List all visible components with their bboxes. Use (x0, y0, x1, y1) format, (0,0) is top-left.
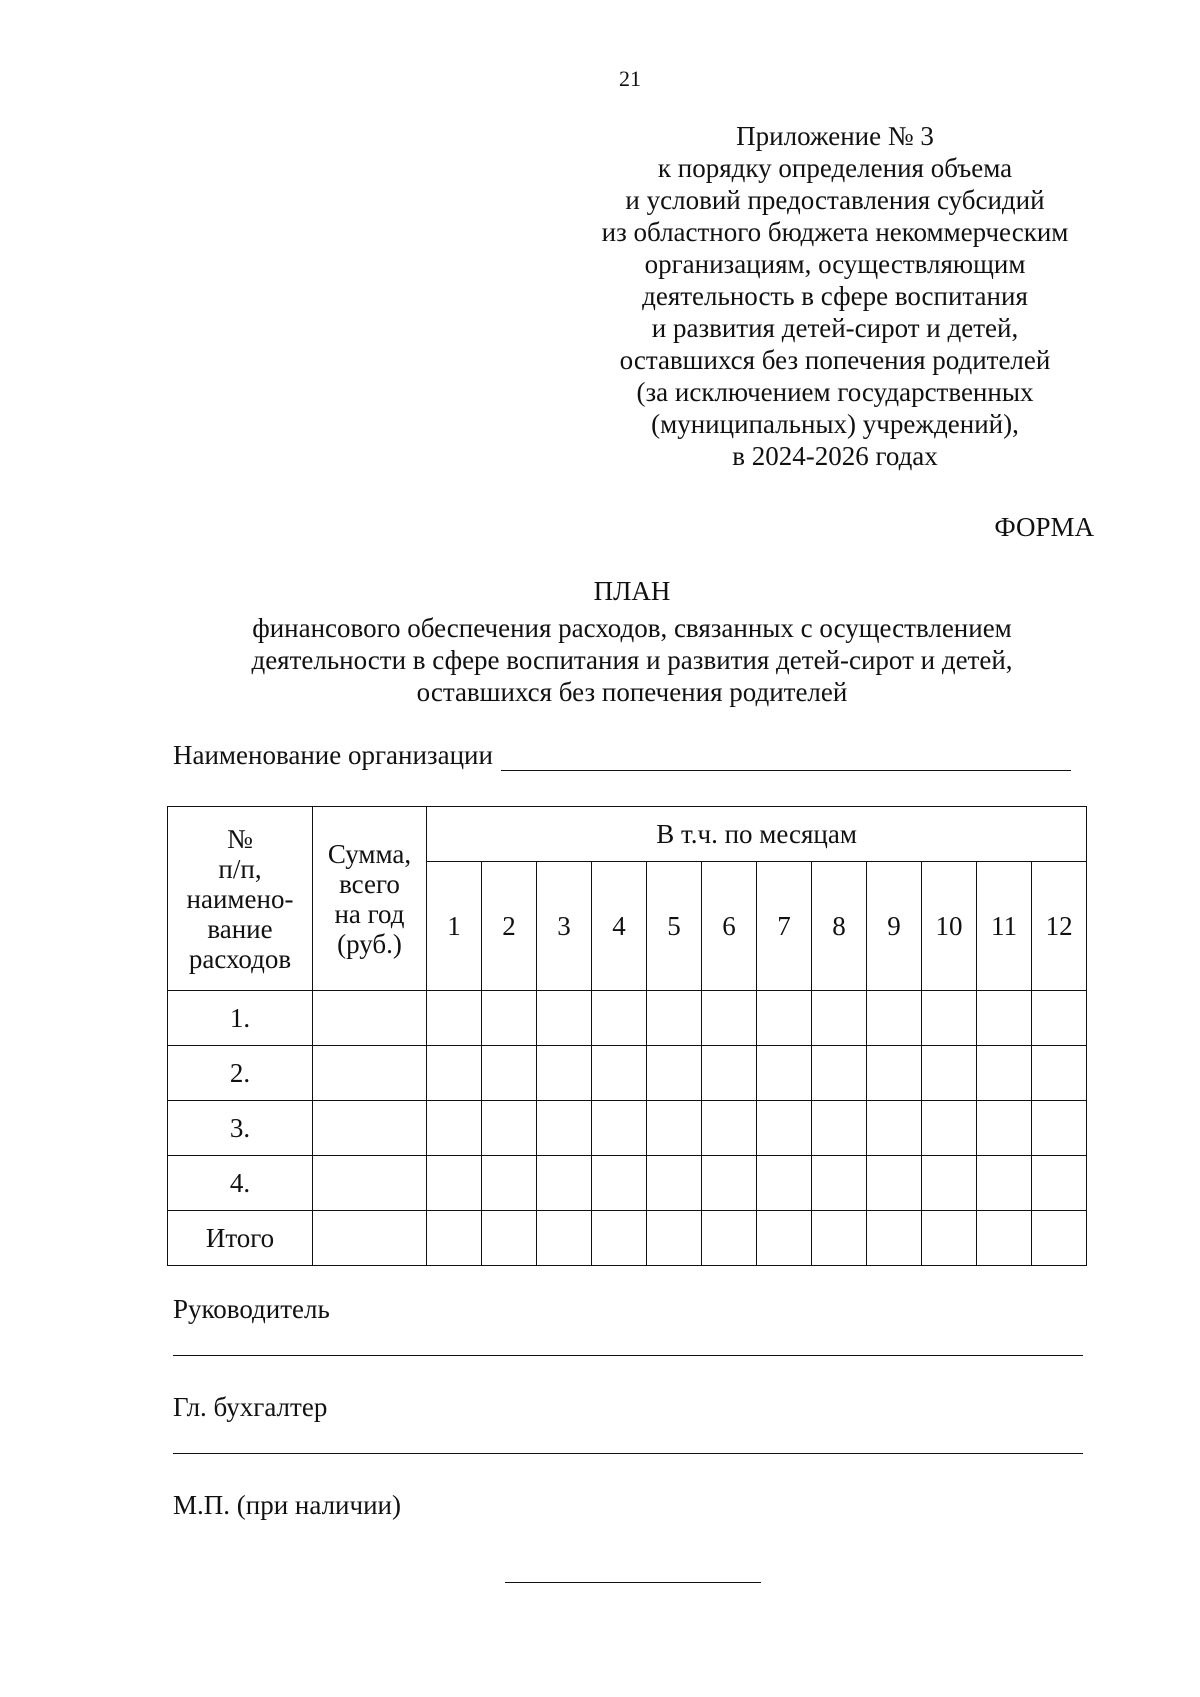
month-amount-cell[interactable] (702, 1101, 757, 1156)
month-amount-cell[interactable] (1032, 1046, 1087, 1101)
annual-sum-cell[interactable] (313, 1101, 427, 1156)
plan-table (167, 806, 1087, 1266)
appendix-header (560, 120, 1110, 472)
month-column-header: 4 (592, 862, 647, 991)
month-amount-cell[interactable] (867, 1046, 922, 1101)
annual-sum-cell[interactable] (313, 991, 427, 1046)
month-amount-cell[interactable] (757, 991, 812, 1046)
header-text: расходов (188, 943, 292, 974)
month-amount-cell[interactable] (922, 991, 977, 1046)
appendix-line: организациям, осуществляющим (644, 249, 1026, 279)
month-amount-cell[interactable] (922, 1156, 977, 1211)
month-amount-cell[interactable] (647, 1101, 702, 1156)
appendix-line: оставшихся без попечения родителей (619, 345, 1051, 375)
row-label: 3. (168, 1101, 313, 1156)
header-text: наимено- (186, 883, 294, 914)
month-amount-cell[interactable] (757, 1156, 812, 1211)
annual-sum-cell[interactable] (313, 1046, 427, 1101)
page-number: 21 (619, 66, 641, 91)
month-amount-cell[interactable] (977, 1156, 1032, 1211)
month-amount-cell[interactable] (867, 1101, 922, 1156)
month-amount-cell[interactable] (537, 991, 592, 1046)
annual-sum-cell[interactable] (313, 1211, 427, 1266)
table-row (168, 1156, 1087, 1211)
month-amount-cell[interactable] (482, 1046, 537, 1101)
month-column-header: 6 (702, 862, 757, 991)
appendix-line: деятельность в сфере воспитания (642, 281, 1028, 311)
form-label: ФОРМА (994, 512, 1094, 542)
month-amount-cell[interactable] (537, 1101, 592, 1156)
month-amount-cell[interactable] (537, 1046, 592, 1101)
row-label: 1. (168, 991, 313, 1046)
month-amount-cell[interactable] (702, 1211, 757, 1266)
header-text: всего (339, 868, 400, 899)
appendix-line: к порядку определения объема (657, 153, 1013, 183)
month-amount-cell[interactable] (867, 991, 922, 1046)
header-expense-name (168, 807, 313, 991)
month-amount-cell[interactable] (427, 991, 482, 1046)
stamp-label: М.П. (при наличии) (173, 1490, 401, 1520)
month-column-header: 11 (977, 862, 1032, 991)
table-row (168, 1046, 1087, 1101)
month-amount-cell[interactable] (1032, 1101, 1087, 1156)
month-amount-cell[interactable] (537, 1156, 592, 1211)
month-amount-cell[interactable] (1032, 991, 1087, 1046)
appendix-line: и развития детей-сирот и детей, (651, 313, 1019, 343)
month-amount-cell[interactable] (427, 1046, 482, 1101)
month-amount-cell[interactable] (922, 1101, 977, 1156)
appendix-line: Приложение № 3 (736, 121, 934, 151)
month-amount-cell[interactable] (1032, 1156, 1087, 1211)
month-amount-cell[interactable] (757, 1101, 812, 1156)
head-signature-line[interactable] (173, 1355, 1083, 1356)
month-column-header: 9 (867, 862, 922, 991)
month-amount-cell[interactable] (977, 1211, 1032, 1266)
annual-sum-cell[interactable] (313, 1156, 427, 1211)
month-column-header: 8 (812, 862, 867, 991)
month-amount-cell[interactable] (922, 1211, 977, 1266)
month-amount-cell[interactable] (812, 1046, 867, 1101)
header-text: Сумма, (327, 838, 412, 869)
month-amount-cell[interactable] (867, 1211, 922, 1266)
organization-input-line[interactable] (501, 742, 1071, 771)
document-title: ПЛАН (593, 576, 671, 606)
month-column-header: 12 (1032, 862, 1087, 991)
plan-table-body (168, 991, 1087, 1266)
month-column-header: 1 (427, 862, 482, 991)
header-annual-sum (313, 807, 427, 991)
appendix-line: и условий предоставления субсидий (625, 185, 1045, 215)
month-column-header: 3 (537, 862, 592, 991)
month-column-header: 7 (757, 862, 812, 991)
month-amount-cell[interactable] (702, 991, 757, 1046)
month-amount-cell[interactable] (812, 1211, 867, 1266)
accountant-signature-label: Гл. бухгалтер (173, 1392, 328, 1422)
month-amount-cell[interactable] (592, 991, 647, 1046)
month-amount-cell[interactable] (537, 1211, 592, 1266)
month-amount-cell[interactable] (592, 1101, 647, 1156)
appendix-line: из областного бюджета некоммерческим (601, 217, 1069, 247)
month-amount-cell[interactable] (922, 1046, 977, 1101)
month-column-header: 10 (922, 862, 977, 991)
document-subtitle (0, 612, 1200, 708)
accountant-signature-line[interactable] (173, 1453, 1083, 1454)
organization-row (173, 740, 1071, 771)
month-amount-cell[interactable] (592, 1211, 647, 1266)
header-text: вание (207, 913, 273, 944)
subtitle-line: финансового обеспечения расходов, связанных с осуществлением (252, 613, 1012, 643)
appendix-line: в 2024-2026 годах (732, 441, 938, 471)
head-signature-label: Руководитель (173, 1294, 330, 1324)
header-text: № (227, 823, 253, 854)
month-amount-cell[interactable] (812, 991, 867, 1046)
header-text: на год (334, 898, 405, 929)
table-row (168, 1211, 1087, 1266)
month-amount-cell[interactable] (482, 1211, 537, 1266)
row-label: 4. (168, 1156, 313, 1211)
month-amount-cell[interactable] (427, 1211, 482, 1266)
month-amount-cell[interactable] (757, 1211, 812, 1266)
subtitle-line: оставшихся без попечения родителей (416, 677, 848, 707)
month-amount-cell[interactable] (812, 1156, 867, 1211)
month-amount-cell[interactable] (427, 1156, 482, 1211)
month-amount-cell[interactable] (482, 1101, 537, 1156)
appendix-line: (муниципальных) учреждений), (651, 409, 1019, 439)
header-text: п/п, (218, 853, 262, 884)
month-amount-cell[interactable] (427, 1101, 482, 1156)
month-amount-cell[interactable] (977, 1046, 1032, 1101)
month-amount-cell[interactable] (647, 1046, 702, 1101)
month-amount-cell[interactable] (702, 1046, 757, 1101)
month-amount-cell[interactable] (482, 991, 537, 1046)
month-amount-cell[interactable] (977, 1101, 1032, 1156)
month-amount-cell[interactable] (977, 991, 1032, 1046)
month-amount-cell[interactable] (647, 1211, 702, 1266)
month-amount-cell[interactable] (482, 1156, 537, 1211)
row-label: 2. (168, 1046, 313, 1101)
header-months: В т.ч. по месяцам (427, 807, 1087, 862)
row-label: Итого (168, 1211, 313, 1266)
month-amount-cell[interactable] (757, 1046, 812, 1101)
month-column-header: 2 (482, 862, 537, 991)
table-row (168, 1101, 1087, 1156)
appendix-line: (за исключением государственных (636, 377, 1034, 407)
subtitle-line: деятельности в сфере воспитания и развития детей-сирот и детей, (251, 645, 1013, 675)
table-row (168, 991, 1087, 1046)
month-amount-cell[interactable] (647, 1156, 702, 1211)
month-amount-cell[interactable] (592, 1156, 647, 1211)
end-divider (505, 1582, 761, 1583)
month-amount-cell[interactable] (592, 1046, 647, 1101)
organization-label: Наименование организации (173, 740, 493, 770)
month-column-header: 5 (647, 862, 702, 991)
month-amount-cell[interactable] (647, 991, 702, 1046)
month-amount-cell[interactable] (702, 1156, 757, 1211)
month-amount-cell[interactable] (812, 1101, 867, 1156)
month-amount-cell[interactable] (1032, 1211, 1087, 1266)
header-text: (руб.) (337, 928, 402, 959)
month-amount-cell[interactable] (867, 1156, 922, 1211)
